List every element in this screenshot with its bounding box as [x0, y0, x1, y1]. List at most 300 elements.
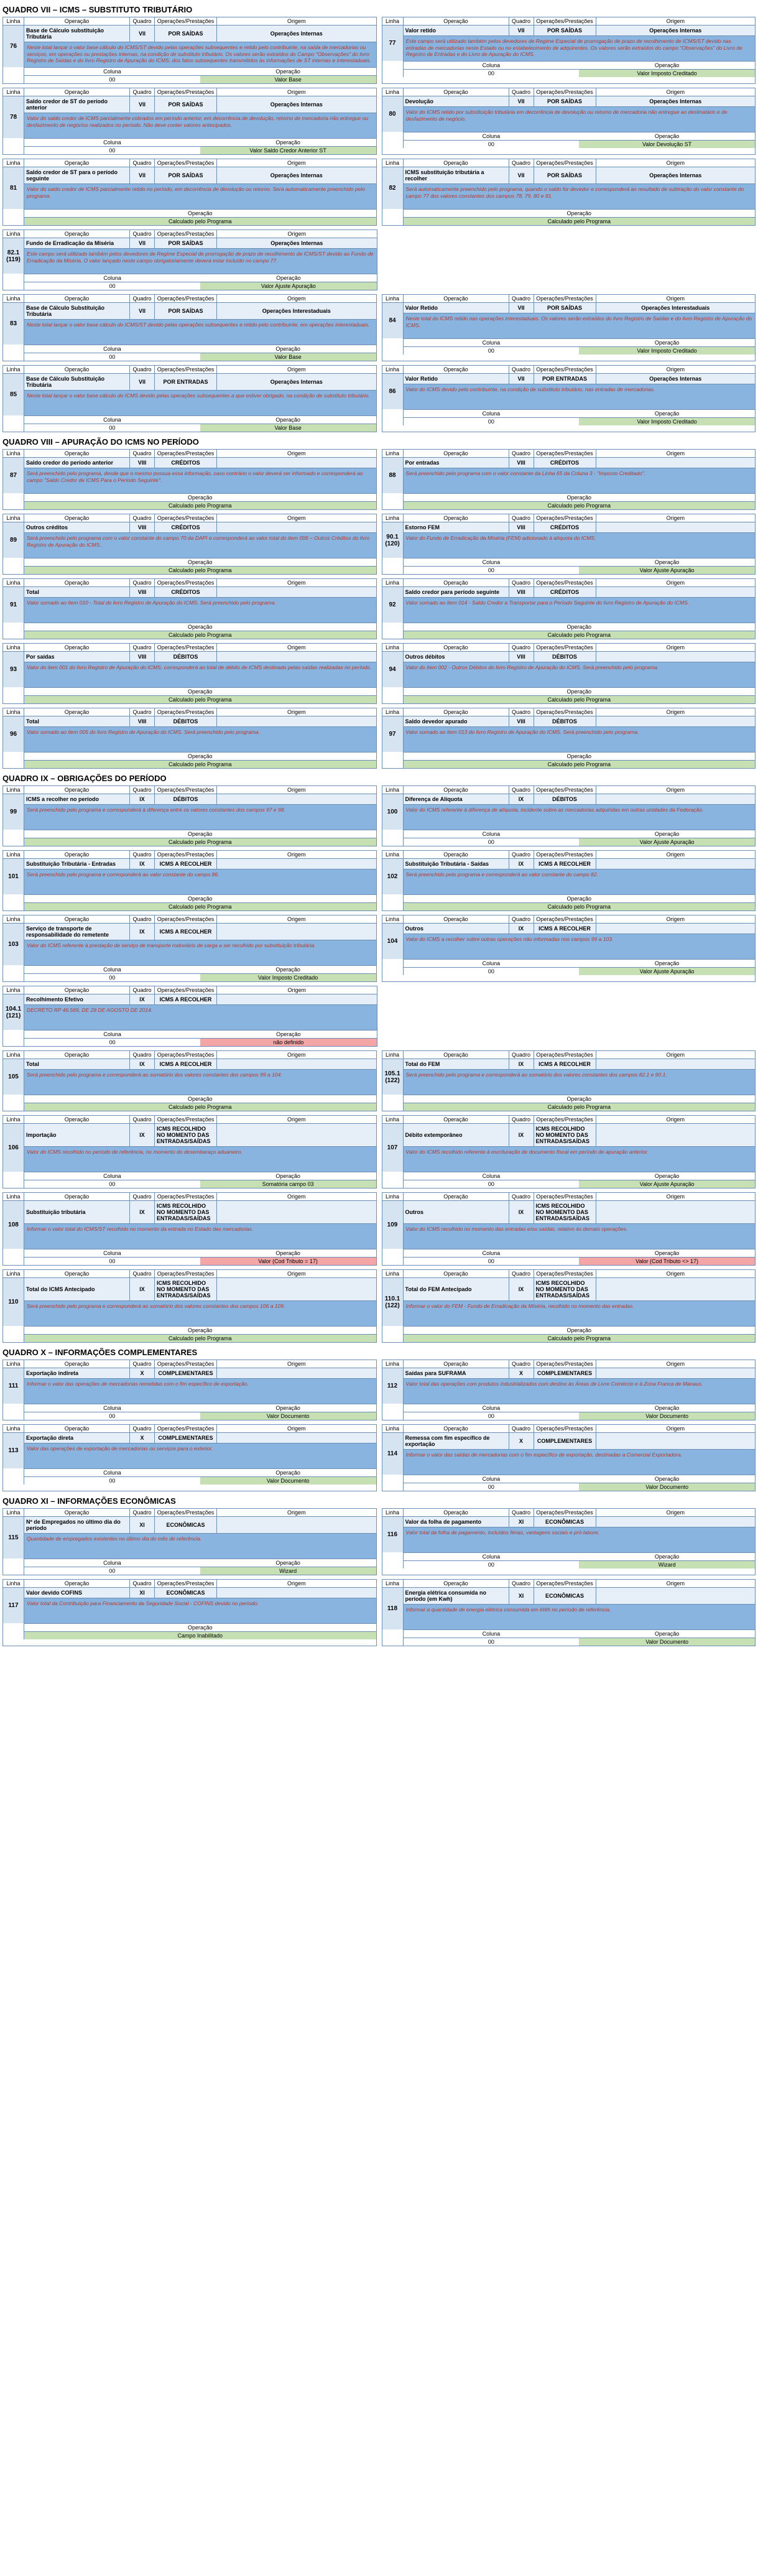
card-content: [404, 458, 756, 493]
operation-name: Estorno FEM: [404, 522, 509, 532]
origin-value: [217, 652, 376, 662]
table-card: [382, 1192, 756, 1266]
origin-value: [596, 716, 756, 726]
operation-type: ICMS A RECOLHER: [534, 1059, 596, 1069]
footer-values: [404, 558, 756, 574]
table-card: [382, 1269, 756, 1343]
card-footer: [382, 493, 756, 509]
header-operacoes-prestacoes: Operações/Prestações: [534, 17, 596, 25]
card-header: [382, 450, 756, 458]
header-quadro: Quadro: [130, 366, 155, 373]
linha-number: 106: [3, 1124, 24, 1172]
quadro-value: IX: [509, 1201, 534, 1223]
operacao-value: não definido: [200, 1039, 376, 1046]
operation-name: ICMS substituição tributária a recolher: [404, 167, 509, 183]
table-card: [2, 1269, 377, 1343]
header-origem: Origem: [666, 1509, 685, 1516]
operation-name: Total: [24, 587, 130, 597]
header-operacao: Operação: [24, 1051, 130, 1059]
header-linha: Linha: [3, 644, 24, 651]
operation-type: DÉBITOS: [155, 794, 217, 804]
description-text: Será preenchido pelo programa e corresponderá ao valor constante do campo 86.: [27, 871, 220, 878]
header-origem: Origem: [287, 709, 306, 715]
footer-value-row: [404, 760, 756, 768]
operation-row: [404, 25, 756, 36]
coluna-value: 00: [404, 1258, 580, 1265]
card-header: [382, 915, 756, 924]
card-body: [382, 924, 756, 959]
header-origem: Origem: [666, 1361, 685, 1367]
header-linha: Linha: [382, 366, 404, 373]
label-operacao: Operação: [24, 1327, 376, 1334]
card-content: [404, 303, 756, 338]
footer-spacer: [382, 623, 404, 639]
linha-number: 107: [382, 1124, 404, 1172]
operacao-value: Valor (Cod Tributo = 17): [200, 1258, 376, 1265]
label-coluna: Coluna: [404, 62, 580, 69]
operacao-value: Valor Ajuste Apuração: [579, 1180, 755, 1188]
footer-labels: [404, 959, 756, 967]
operation-row: [404, 1517, 756, 1527]
table-card: [382, 17, 756, 84]
description-text: Informar o valor das saídas de mercadorias com o fim específico de exportação, destinadas a Comercial Exportadora.: [405, 1452, 683, 1458]
header-operacao: Operação: [404, 1580, 509, 1587]
card-footer: [3, 209, 376, 225]
coluna-value: 00: [404, 968, 580, 975]
header-quadro: Quadro: [130, 17, 155, 25]
header-linha: Linha: [382, 88, 404, 96]
table-card: [382, 1050, 756, 1111]
description-text: Informar o valor do FEM - Fundo de Erradicação da Miséria, recolhido no momento das entradas.: [405, 1303, 634, 1309]
operation-name: Energia elétrica consumida no período (em Kwh): [404, 1588, 509, 1604]
operacao-value: Calculado pelo Programa: [404, 761, 756, 768]
header-operacao: Operação: [24, 88, 130, 96]
footer-spacer: [382, 1095, 404, 1111]
header-operacoes-prestacoes: Operações/Prestações: [155, 1051, 217, 1059]
card-body: [382, 794, 756, 830]
coluna-value: 00: [404, 1638, 580, 1646]
operation-type: ICMS RECOLHIDO NO MOMENTO DAS ENTRADAS/SAÍDAS: [534, 1124, 596, 1146]
card-body: [3, 458, 376, 493]
card-body: [382, 522, 756, 558]
quadro-value: X: [130, 1433, 155, 1443]
description-text: Valor do item 001 do livro Registro de Apuração do ICMS, corresponderá ao total de débito de ICMS destinado pelas saídas realizadas no período.: [27, 664, 372, 670]
origin-value: [596, 587, 756, 597]
header-operacao: Operação: [24, 786, 130, 794]
table-card: [2, 1192, 377, 1266]
footer-spacer: [382, 1326, 404, 1342]
operacao-value: Valor Imposto Creditado: [579, 70, 755, 77]
operacao-value: Valor Ajuste Apuração: [579, 567, 755, 574]
linha-number: 99: [3, 794, 24, 830]
operation-name: Outros: [404, 924, 509, 934]
footer-values: [24, 1404, 376, 1420]
coluna-value: 00: [24, 76, 200, 83]
label-operacao: Operação: [200, 1172, 376, 1180]
header-origem: Origem: [287, 1425, 306, 1432]
linha-number: 87: [3, 458, 24, 493]
card-body: [382, 1368, 756, 1404]
card-body: [3, 1588, 376, 1623]
card-pair: [2, 159, 756, 226]
header-quadro: Quadro: [130, 644, 155, 651]
header-quadro: Quadro: [130, 1580, 155, 1587]
footer-spacer: [3, 830, 24, 846]
linha-number: 76: [3, 25, 24, 67]
card-footer: [382, 623, 756, 639]
operation-type: DÉBITOS: [155, 716, 217, 726]
description-text: Será preenchido pelo programa com o valor constante do campo 70 da DAPI e corresponderá ao valor total do item 006 – Outros Créditos do livro Registro de Apuração do ICMS.: [27, 535, 370, 548]
label-operacao: Operação: [200, 1469, 376, 1476]
operacao-value: Wizard: [200, 1567, 376, 1575]
footer-value-row: [24, 1631, 376, 1639]
description-text: Valor somado ao item 005 do livro Registro de Apuração do ICMS. Será preenchido pelo programa.: [27, 729, 260, 735]
table-card: [2, 514, 377, 575]
operation-row: [24, 794, 376, 805]
header-linha: Linha: [3, 366, 24, 373]
origin-value: [596, 1588, 756, 1604]
card-body: [382, 587, 756, 623]
operation-name: ICMS a recolher no período: [24, 794, 130, 804]
footer-spacer: [3, 138, 24, 154]
footer-labels: [404, 1629, 756, 1638]
label-operacao: Operação: [579, 410, 755, 417]
card-footer: [3, 1172, 376, 1188]
linha-number: 104.1 (121): [3, 994, 24, 1030]
card-footer: [382, 1249, 756, 1265]
operation-row: [24, 1059, 376, 1070]
description-text: Será preenchido pelo programa e corresponderá ao somatório dos valores constantes dos campos 82.1 e 90.1.: [405, 1072, 667, 1078]
card-header: [3, 88, 376, 96]
operation-type: COMPLEMENTARES: [534, 1433, 596, 1449]
header-linha: Linha: [382, 851, 404, 858]
header-operacao: Operação: [404, 1116, 509, 1123]
header-operacoes-prestacoes: Operações/Prestações: [534, 295, 596, 302]
quadro-value: IX: [130, 1124, 155, 1146]
header-linha: Linha: [3, 786, 24, 794]
header-origem: Origem: [666, 89, 685, 95]
operacao-value: Calculado pelo Programa: [24, 1103, 376, 1111]
label-coluna: Coluna: [404, 1404, 580, 1412]
card-header: [382, 1425, 756, 1433]
coluna-value: 00: [24, 1412, 200, 1420]
operacao-value: Calculado pelo Programa: [24, 838, 376, 846]
quadro-value: IX: [130, 1059, 155, 1069]
footer-value-row: [404, 217, 756, 225]
label-operacao: Operação: [404, 623, 756, 631]
card-header: [3, 708, 376, 716]
coluna-value: 00: [404, 1412, 580, 1420]
card-footer: [3, 415, 376, 432]
footer-value-row: [404, 1483, 756, 1491]
linha-number: 88: [382, 458, 404, 493]
origin-value: Operações Internas: [270, 379, 323, 385]
operation-row: [404, 859, 756, 869]
header-operacao: Operação: [24, 366, 130, 373]
linha-number: 117: [3, 1588, 24, 1623]
operation-row: [24, 1517, 376, 1534]
origin-value: Operações Internas: [649, 172, 702, 178]
header-operacoes-prestacoes: Operações/Prestações: [534, 1116, 596, 1123]
card-content: [24, 1124, 376, 1172]
label-operacao: Operação: [404, 1095, 756, 1103]
label-operacao: Operação: [200, 1031, 376, 1038]
card-header: [3, 786, 376, 794]
card-header: [3, 366, 376, 374]
label-coluna: Coluna: [404, 1553, 580, 1560]
footer-labels: [404, 894, 756, 902]
operation-name: Saldo credor de ST para o período seguinte: [24, 167, 130, 183]
header-origem: Origem: [287, 1580, 306, 1587]
footer-spacer: [3, 493, 24, 509]
operation-type: POR ENTRADAS: [155, 374, 217, 390]
linha-number: 93: [3, 652, 24, 687]
card-body: [3, 794, 376, 830]
header-quadro: Quadro: [130, 1051, 155, 1059]
footer-spacer: [382, 752, 404, 768]
header-operacao: Operação: [404, 514, 509, 522]
card-body: [3, 303, 376, 345]
quadro-value: IX: [130, 794, 155, 804]
card-content: [24, 587, 376, 623]
empty-slot: [382, 229, 756, 290]
footer-value-row: [24, 1257, 376, 1265]
operation-type: ICMS A RECOLHER: [155, 924, 217, 940]
header-operacoes-prestacoes: Operações/Prestações: [155, 450, 217, 457]
operation-name: Total do ICMS Antecipado: [24, 1278, 130, 1300]
footer-labels: [404, 132, 756, 140]
operation-row: [404, 587, 756, 598]
footer-labels: [24, 1623, 376, 1631]
footer-values: [404, 959, 756, 975]
coluna-value: 00: [24, 1039, 200, 1046]
description-text: Valor do ICMS recolhido no período de referência, no momento do desembaraço aduaneiro.: [27, 1149, 243, 1155]
card-footer: [3, 623, 376, 639]
label-operacao: Operação: [24, 623, 376, 631]
card-pair: [2, 1192, 756, 1266]
quadro-value: VII: [130, 96, 155, 113]
card-pair: [2, 1360, 756, 1420]
card-body: [382, 859, 756, 894]
quadro-value: VIII: [509, 458, 534, 468]
origin-value: Operações Internas: [270, 30, 323, 37]
footer-labels: [24, 687, 376, 695]
footer-value-row: [404, 902, 756, 910]
header-origem: Origem: [666, 1193, 685, 1200]
header-operacao: Operação: [24, 579, 130, 586]
header-origem: Origem: [666, 851, 685, 858]
card-content: [404, 1059, 756, 1095]
card-body: [3, 924, 376, 965]
label-operacao: Operação: [579, 1404, 755, 1412]
card-content: [404, 1124, 756, 1172]
footer-labels: [24, 67, 376, 75]
footer-values: [24, 67, 376, 83]
operation-row: [404, 1201, 756, 1224]
origin-value: Operações Internas: [649, 376, 702, 382]
quadro-value: VIII: [130, 587, 155, 597]
footer-spacer: [3, 1623, 24, 1639]
card-content: [24, 716, 376, 752]
operacao-value: Calculado pelo Programa: [404, 1335, 756, 1342]
header-operacao: Operação: [404, 579, 509, 586]
footer-labels: [24, 415, 376, 424]
footer-value-row: [24, 1103, 376, 1111]
operation-row: [24, 994, 377, 1005]
operacao-value: Calculado pelo Programa: [24, 761, 376, 768]
label-coluna: Coluna: [404, 1172, 580, 1180]
quadro-value: VII: [509, 167, 534, 183]
origin-value: [217, 794, 376, 804]
description-text: Valor somado ao item 010 - Total do livro Registro de Apuração do ICMS. Será preenchido pelo programa.: [27, 600, 276, 606]
origin-value: [217, 859, 376, 869]
operation-name: Débito extemporâneo: [404, 1124, 509, 1146]
label-operacao: Operação: [579, 1172, 755, 1180]
origin-value: Operações Internas: [649, 98, 702, 104]
card-body: [3, 1124, 376, 1172]
linha-number: 103: [3, 924, 24, 965]
card-content: [24, 652, 376, 687]
footer-labels: [404, 338, 756, 346]
card-header: [382, 644, 756, 652]
label-operacao: Operação: [579, 1475, 755, 1483]
operation-name: Remessa com fim específico de exportação: [404, 1433, 509, 1449]
header-linha: Linha: [382, 708, 404, 716]
footer-value-row: [24, 353, 376, 361]
card-body: [382, 96, 756, 132]
card-body: [3, 374, 376, 415]
label-operacao: Operação: [579, 339, 755, 346]
header-linha: Linha: [382, 159, 404, 167]
operation-name: Por entradas: [404, 458, 509, 468]
operation-type: ICMS RECOLHIDO NO MOMENTO DAS ENTRADAS/SAÍDAS: [534, 1201, 596, 1223]
operation-name: Serviço de transporte de responsabilidade do remetente: [24, 924, 130, 940]
footer-spacer: [3, 965, 24, 981]
label-coluna: Coluna: [404, 830, 580, 838]
origin-value: Operações Internas: [270, 240, 323, 246]
label-coluna: Coluna: [24, 139, 200, 146]
section-title: QUADRO VII – ICMS – SUBSTITUTO TRIBUTÁRIO: [2, 5, 193, 14]
operacao-value: Calculado pelo Programa: [404, 218, 756, 225]
label-operacao: Operação: [24, 210, 376, 217]
header-operacoes-prestacoes: Operações/Prestações: [534, 1509, 596, 1516]
card-footer: [3, 752, 376, 768]
card-footer: [382, 409, 756, 425]
table-card: [2, 17, 377, 84]
origin-value: [217, 1059, 376, 1069]
header-origem: Origem: [287, 580, 306, 586]
header-operacoes-prestacoes: Operações/Prestações: [155, 514, 217, 522]
card-body: [3, 522, 376, 558]
header-operacao: Operação: [24, 1116, 130, 1123]
operation-name: Devolução: [404, 96, 509, 106]
operation-row: [24, 303, 376, 320]
label-operacao: Operação: [579, 1553, 755, 1560]
header-operacoes-prestacoes: Operações/Prestações: [534, 579, 596, 586]
card-pair: [2, 1269, 756, 1343]
description-text: Valor total da Contribuição para Financiamento da Seguridade Social - COFINS devido no período.: [27, 1600, 259, 1606]
header-origem: Origem: [666, 709, 685, 715]
card-content: [24, 25, 376, 67]
card-header: [3, 450, 376, 458]
card-header: [382, 159, 756, 167]
header-operacoes-prestacoes: Operações/Prestações: [155, 1193, 217, 1200]
operation-row: [24, 96, 376, 113]
footer-labels: [24, 1095, 376, 1103]
operation-row: [24, 924, 376, 940]
header-operacoes-prestacoes: Operações/Prestações: [534, 644, 596, 651]
footer-value-row: [24, 1334, 376, 1342]
card-header: [3, 1360, 376, 1368]
operacao-value: Somatória campo 03: [200, 1180, 376, 1188]
header-operacao: Operação: [404, 1425, 509, 1432]
footer-value-row: [404, 566, 756, 574]
operation-row: [404, 794, 756, 805]
footer-value-row: [404, 967, 756, 975]
operation-name: Total: [24, 1059, 130, 1069]
footer-spacer: [3, 209, 24, 225]
description-text: Informar o valor das operações de mercadorias remetidas com o fim específico de exportação.: [27, 1381, 249, 1387]
label-coluna: Coluna: [404, 960, 580, 967]
header-quadro: Quadro: [130, 514, 155, 522]
linha-number: 96: [3, 716, 24, 752]
card-footer: [382, 752, 756, 768]
label-operacao: Operação: [200, 416, 376, 424]
footer-values: [404, 209, 756, 225]
operation-row: [404, 1278, 756, 1301]
card-pair: [2, 915, 756, 982]
quadro-value: VIII: [509, 522, 534, 532]
table-card: [382, 1360, 756, 1420]
description-text: Será preenchido pelo programa e corresponderá ao somatório dos valores constantes dos campos 99 a 104.: [27, 1072, 282, 1078]
footer-value-row: [24, 1412, 376, 1420]
header-quadro: Quadro: [509, 1425, 534, 1432]
header-operacao: Operação: [24, 644, 130, 651]
header-operacao: Operação: [404, 851, 509, 858]
footer-spacer: [382, 830, 404, 846]
header-linha: Linha: [382, 915, 404, 923]
linha-number: 90.1 (120): [382, 522, 404, 558]
footer-values: [404, 1326, 756, 1342]
footer-value-row: [404, 631, 756, 639]
description-text: Será preenchido pelo programa e corresponderá ao valor constante do campo 82.: [405, 871, 598, 878]
linha-number: 83: [3, 303, 24, 345]
operation-name: Outros débitos: [404, 652, 509, 662]
card-pair: [2, 229, 756, 290]
header-quadro: Quadro: [130, 450, 155, 457]
footer-spacer: [382, 1475, 404, 1491]
origin-value: [596, 1124, 756, 1146]
header-quadro: Quadro: [130, 579, 155, 586]
operacao-value: Valor Base: [200, 76, 376, 83]
label-coluna: Coluna: [24, 274, 200, 282]
label-operacao: Operação: [200, 274, 376, 282]
card-body: [3, 25, 376, 67]
footer-labels: [24, 1172, 376, 1180]
label-coluna: Coluna: [404, 410, 580, 417]
quadro-value: VIII: [509, 716, 534, 726]
header-quadro: Quadro: [130, 1270, 155, 1277]
table-card: [382, 1115, 756, 1188]
description-text: Será preenchido pelo programa e corresponderá ao somatório dos valores constantes dos campos 106 a 109.: [27, 1303, 285, 1309]
label-coluna: Coluna: [404, 1249, 580, 1257]
card-header: [3, 644, 376, 652]
header-quadro: Quadro: [509, 851, 534, 858]
header-linha: Linha: [3, 17, 24, 25]
header-linha: Linha: [3, 450, 24, 457]
card-footer: [382, 1404, 756, 1420]
card-header: [382, 1116, 756, 1124]
